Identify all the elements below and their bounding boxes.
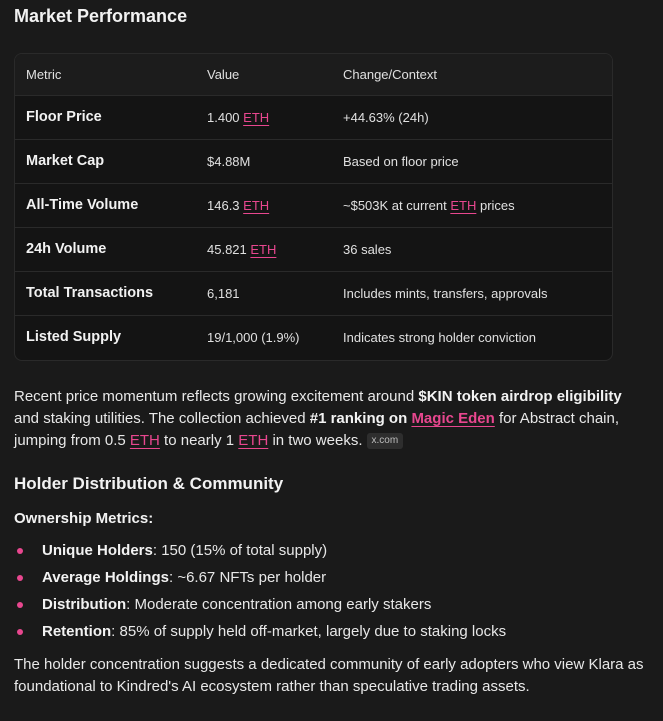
context-text: Based on floor price bbox=[343, 153, 459, 169]
metric-cell: Listed Supply bbox=[26, 329, 122, 346]
item-text: : Moderate concentration among early stakers bbox=[126, 596, 432, 613]
bullet-icon bbox=[17, 575, 23, 581]
list-item bbox=[14, 594, 506, 621]
value-text: 45.821 bbox=[207, 241, 247, 257]
value-text: 6,181 bbox=[207, 285, 240, 301]
metric-cell: 24h Volume bbox=[26, 241, 107, 257]
ownership-list bbox=[14, 540, 506, 648]
value-text: 146.3 bbox=[207, 197, 240, 213]
context-text: +44.63% (24h) bbox=[343, 109, 429, 125]
context-text: Includes mints, transfers, approvals bbox=[343, 285, 548, 301]
market-table bbox=[14, 53, 613, 361]
value-cell bbox=[196, 315, 332, 359]
bullet-icon bbox=[17, 548, 23, 554]
subsection-title-ownership: Ownership Metrics: bbox=[14, 510, 154, 527]
context-text: 36 sales bbox=[343, 241, 392, 257]
context-text: ~$503K at current bbox=[343, 197, 447, 213]
list-item bbox=[14, 567, 506, 594]
context-cell bbox=[332, 227, 612, 271]
eth-link[interactable]: ETH bbox=[243, 197, 270, 213]
metric-cell: Market Cap bbox=[26, 153, 105, 169]
bullet-icon bbox=[17, 602, 23, 608]
context-cell bbox=[332, 271, 612, 315]
value-text: $4.88M bbox=[207, 153, 251, 169]
item-text: : 85% of supply held off-market, largely due to staking locks bbox=[111, 623, 507, 640]
table-header-row bbox=[15, 54, 612, 95]
section-title-holders: Holder Distribution & Community bbox=[14, 474, 284, 493]
context-cell bbox=[332, 95, 612, 139]
value-text: 1.400 bbox=[207, 109, 240, 125]
metric-cell: All-Time Volume bbox=[26, 197, 139, 213]
column-header-value: Value bbox=[207, 66, 240, 82]
eth-link[interactable]: ETH bbox=[238, 432, 269, 449]
table-row bbox=[15, 95, 612, 139]
value-cell bbox=[196, 139, 332, 183]
bold-text: #1 ranking on bbox=[309, 410, 412, 427]
list-item bbox=[14, 540, 506, 567]
bullet-icon bbox=[17, 629, 23, 635]
value-cell bbox=[196, 271, 332, 315]
eth-link[interactable]: ETH bbox=[450, 197, 477, 213]
value-text: 19/1,000 (1.9%) bbox=[207, 329, 300, 345]
text: to nearly 1 bbox=[159, 432, 239, 449]
eth-link[interactable]: ETH bbox=[129, 432, 160, 449]
metric-cell: Floor Price bbox=[26, 109, 102, 125]
source-badge[interactable]: x.com bbox=[367, 433, 404, 449]
table-row bbox=[15, 183, 612, 227]
item-label: Retention bbox=[42, 623, 112, 640]
context-text: prices bbox=[479, 197, 515, 213]
context-text: Indicates strong holder conviction bbox=[343, 329, 536, 345]
eth-link[interactable]: ETH bbox=[250, 241, 277, 257]
column-header-context: Change/Context bbox=[343, 66, 437, 82]
text: in two weeks. bbox=[268, 432, 363, 449]
context-cell bbox=[332, 183, 612, 227]
metric-cell: Total Transactions bbox=[26, 285, 154, 301]
table-row bbox=[15, 227, 612, 271]
value-cell bbox=[196, 227, 332, 271]
table-row bbox=[15, 315, 612, 359]
item-label: Distribution bbox=[42, 596, 127, 613]
bold-text: $KIN token airdrop eligibility bbox=[418, 388, 622, 405]
text: Recent price momentum reflects growing excitement around bbox=[14, 388, 419, 405]
magic-eden-link[interactable]: Magic Eden bbox=[411, 410, 495, 427]
context-cell bbox=[332, 315, 612, 359]
item-text: : ~6.67 NFTs per holder bbox=[168, 569, 327, 586]
text: for Abstract chain, jumping from 0.5 bbox=[14, 410, 620, 449]
item-text: : 150 (15% of total supply) bbox=[152, 542, 328, 559]
table-row bbox=[15, 139, 612, 183]
value-cell bbox=[196, 183, 332, 227]
column-header-metric: Metric bbox=[26, 66, 62, 82]
text: and staking utilities. The collection achieved bbox=[14, 410, 310, 427]
context-cell bbox=[332, 139, 612, 183]
momentum-paragraph bbox=[14, 386, 644, 452]
item-label: Unique Holders bbox=[42, 542, 153, 559]
eth-link[interactable]: ETH bbox=[243, 109, 270, 125]
table-row bbox=[15, 271, 612, 315]
list-item bbox=[14, 621, 506, 648]
section-title-market-performance: Market Performance bbox=[14, 6, 188, 26]
holder-summary-paragraph: The holder concentration suggests a dedicated community of early adopters who view Klara as foundational to Kindred's AI ecosystem rather than speculative trading assets. bbox=[14, 656, 644, 695]
item-label: Average Holdings bbox=[42, 569, 169, 586]
value-cell bbox=[196, 95, 332, 139]
